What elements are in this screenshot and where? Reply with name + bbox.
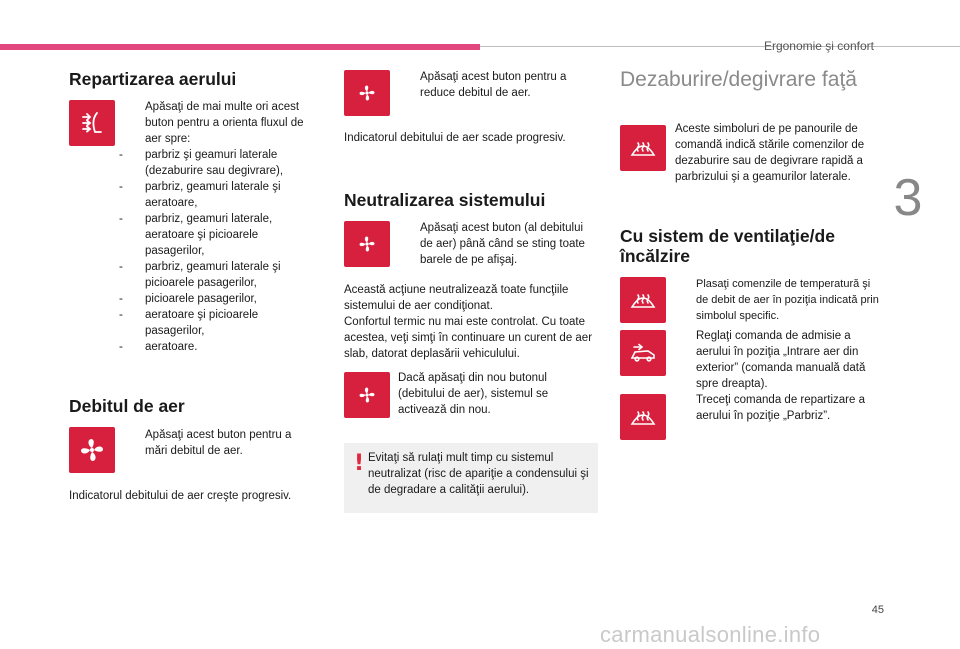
air-distribution-list [119, 147, 319, 355]
warning-text: Evitaţi să rulaţi mult timp cu sistemul neutralizat (risc de apariţie a condensului şi de degradare a calităţii aerului). [368, 452, 589, 496]
header-bar [0, 44, 480, 50]
fan-icon [344, 70, 390, 116]
heading-ventilation-heating: Cu sistem de ventilaţie/de încălzire [620, 226, 835, 266]
warning-box [344, 443, 598, 513]
list-item: - picioarele pasagerilor, [119, 293, 257, 305]
list-item: - parbriz şi geamuri laterale (dezaburire sau degivrare), [119, 149, 284, 177]
windshield-defrost-icon [620, 277, 666, 323]
fan-icon [69, 427, 115, 473]
list-item: - aeratoare şi picioarele pasagerilor, [119, 309, 259, 337]
section-title: Ergonomie şi confort [763, 39, 874, 53]
decrease-flow-note: Indicatorul debitului de aer scade progresiv. [344, 132, 566, 144]
windshield-defrost-icon [620, 394, 666, 440]
heading-air-distribution: Repartizarea aerului [69, 69, 237, 89]
reactivate-text: Dacă apăsaţi din nou butonul (debitului de aer), sistemul se activează din nou. [398, 372, 549, 416]
chapter-number: 3 [893, 169, 923, 227]
system-off-paragraph-2: Confortul termic nu mai este controlat. Cu toate acestea, veţi simţi în continuare un curent de aer slab, datorat deplasării vehiculului. [344, 316, 593, 360]
heading-defrost: Dezaburire/degivrare faţă [620, 68, 857, 91]
warning-icon: ! [354, 451, 365, 476]
heading-air-flow: Debitul de aer [69, 396, 185, 416]
heading-system-off: Neutralizarea sistemului [344, 190, 546, 210]
air-distribution-intro: Apăsaţi de mai multe ori acest buton pentru a orienta fluxul de aer spre: [145, 101, 304, 145]
ventilation-step-1: Plasaţi comenzile de temperatură şi de debit de aer în poziţia indicată prin simbolul specific. [696, 278, 879, 322]
list-item: - parbriz, geamuri laterale, aeratoare şi picioarele pasagerilor, [119, 213, 273, 257]
decrease-flow-text: Apăsaţi acest buton pentru a reduce debitul de aer. [420, 71, 567, 99]
system-off-paragraph-1: Această acţiune neutralizează toate funcţiile sistemului de aer condiţionat. [344, 284, 569, 312]
fan-icon [344, 221, 390, 267]
header-line [480, 46, 960, 47]
page-number: 45 [871, 604, 884, 616]
list-item: - parbriz, geamuri laterale şi aeratoare, [119, 181, 281, 209]
increase-flow-text: Apăsaţi acest buton pentru a mări debitul de aer. [145, 429, 292, 457]
ventilation-step-3: Treceţi comanda de repartizare a aerului în poziţie „Parbriz”. [696, 394, 865, 422]
windshield-defrost-icon [620, 125, 666, 171]
ventilation-step-2: Reglaţi comanda de admisie a aerului în poziţia „Intrare aer din exterior” (comanda manuală dată spre dreapta). [696, 330, 866, 390]
watermark: carmanualsonline.info [600, 622, 821, 647]
list-item: - parbriz, geamuri laterale şi picioarele pasagerilor, [119, 261, 281, 289]
increase-flow-note: Indicatorul debitului de aer creşte progresiv. [69, 490, 292, 502]
defrost-description: Aceste simboluri de pe panourile de comandă indică stările comenzilor de dezaburire sau de degivrare rapidă a parbrizului şi a geamurilor laterale. [675, 123, 865, 183]
list-item: - aeratoare. [119, 341, 198, 353]
recirculation-car-icon [620, 330, 666, 376]
system-off-instruction: Apăsaţi acest buton (al debitului de aer) până când se sting toate barele de pe afişaj. [420, 222, 585, 266]
air-distribution-icon [69, 100, 115, 146]
fan-icon [344, 372, 390, 418]
